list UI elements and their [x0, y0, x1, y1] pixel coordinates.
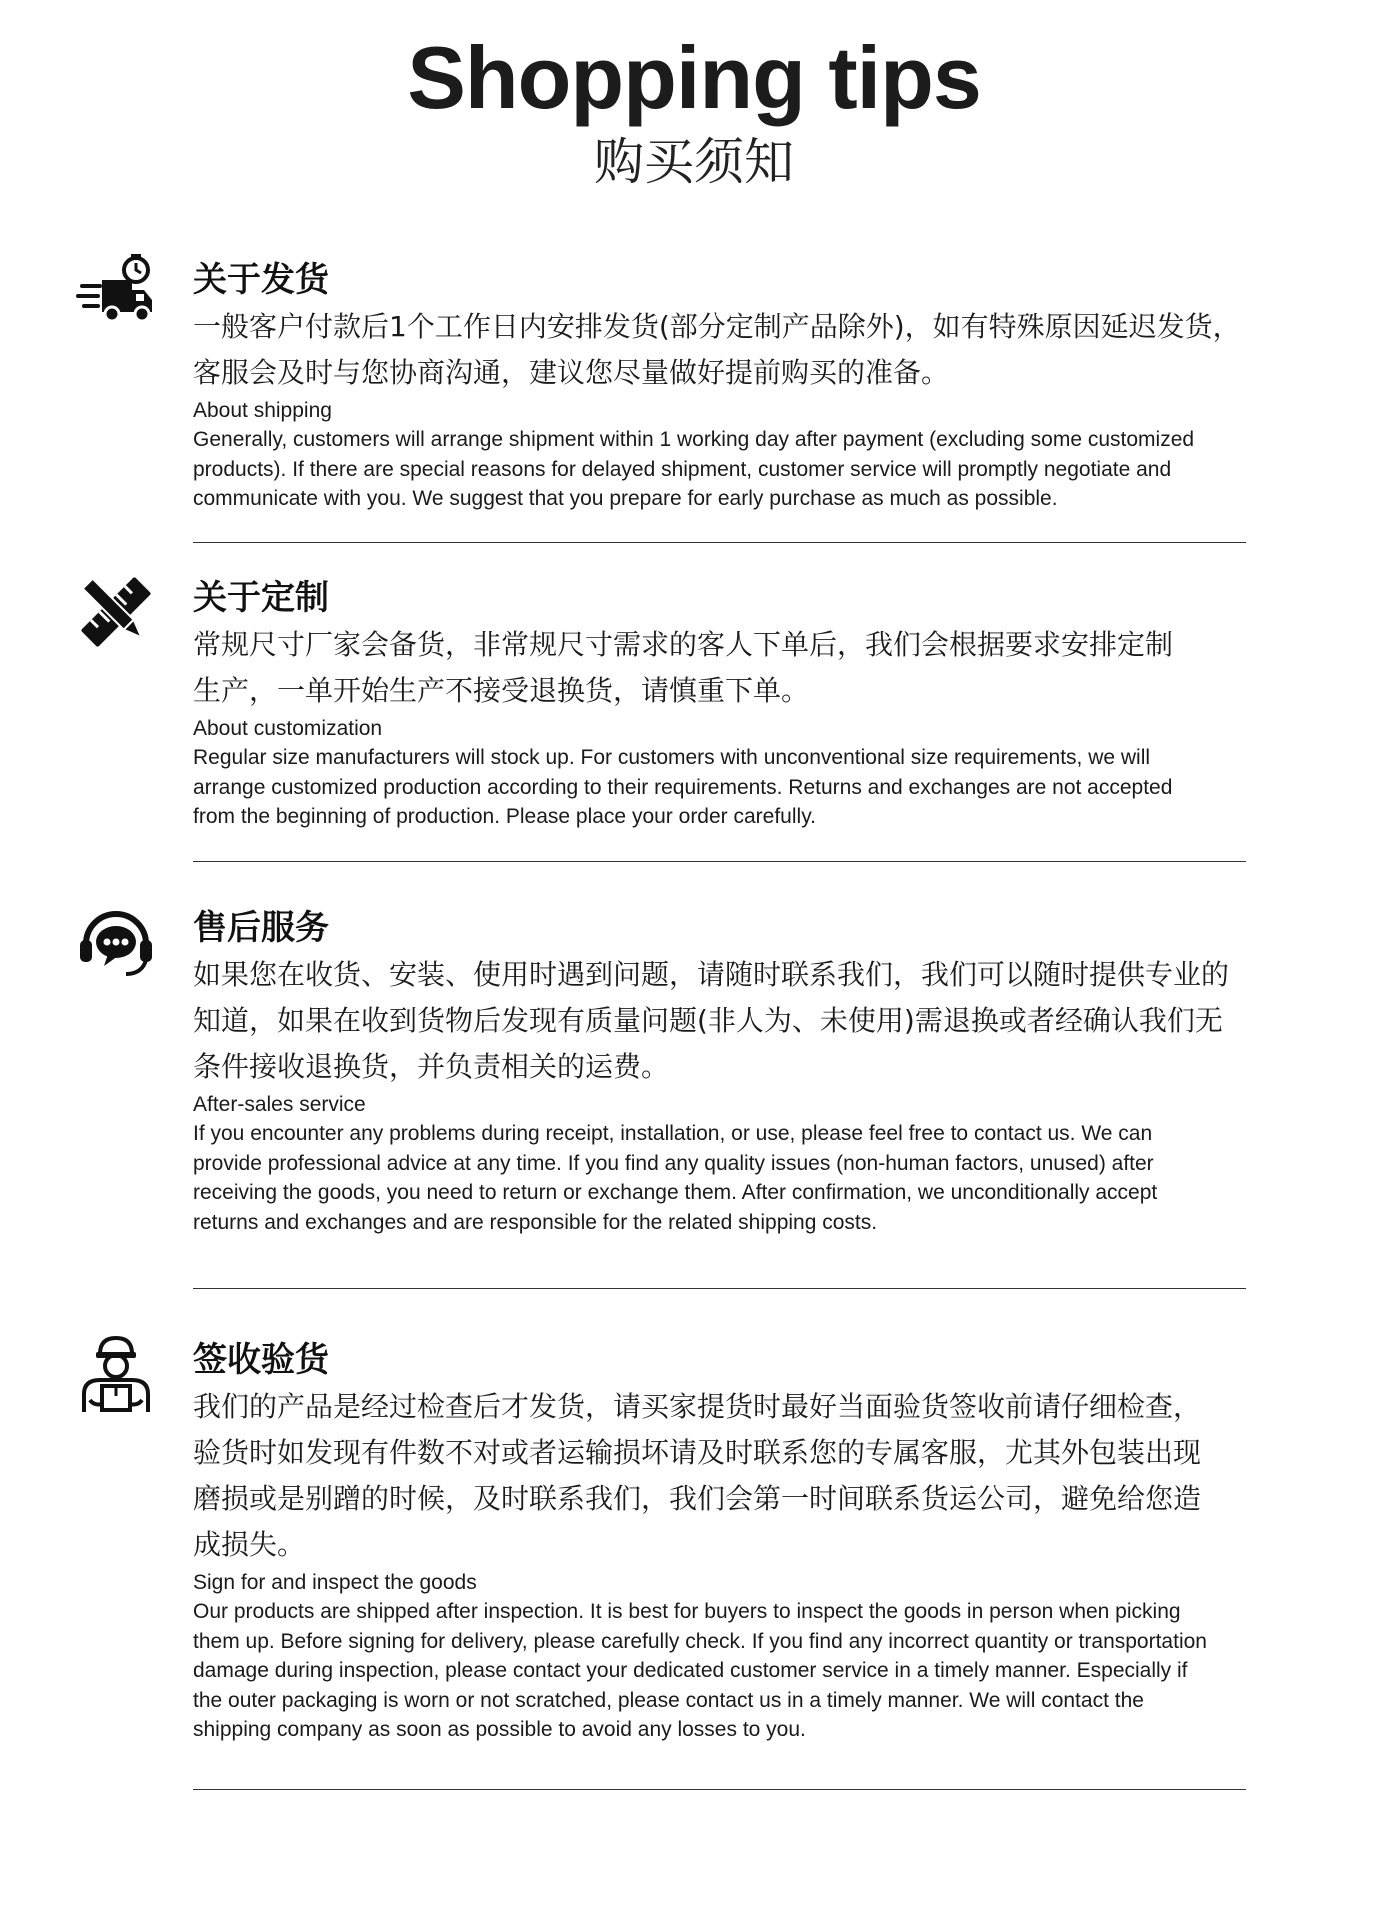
section-en-line: damage during inspection, please contact your dedicated customer service in a timely manner. Especially if — [193, 1659, 1188, 1682]
section-en-line: Generally, customers will arrange shipment within 1 working day after payment (excluding some customized — [193, 428, 1195, 451]
section-heading: 签收验货 — [193, 1340, 329, 1380]
ruler-pencil-icon — [76, 572, 156, 652]
section-en-line: Our products are shipped after inspection. It is best for buyers to inspect the goods in person when picking — [193, 1600, 1181, 1623]
section-divider — [193, 1288, 1246, 1289]
section-en-line: returns and exchanges and are responsible for the related shipping costs. — [193, 1210, 878, 1234]
section-en-line: them up. Before signing for delivery, please carefully check. If you find any incorrect quantity or transportation — [193, 1629, 1207, 1653]
section-en-line: provide professional advice at any time. If you find any quality issues (non-human factors, unused) after — [193, 1151, 1154, 1175]
section-en-line: receiving the goods, you need to return or exchange them. After confirmation, we unconditionally accept — [193, 1181, 1158, 1204]
section-en-line: communicate with you. We suggest that you prepare for early purchase as much as possible. — [193, 487, 1058, 510]
section-zh-line: 知道，如果在收到货物后发现有质量问题(非人为、未使用)需退换或者经确认我们无 — [193, 1004, 1223, 1037]
page-subtitle: 购买须知 — [594, 133, 794, 191]
section-zh-line: 常规尺寸厂家会备货，非常规尺寸需求的客人下单后，我们会根据要求安排定制 — [193, 628, 1174, 661]
section-en-line: from the beginning of production. Please place your order carefully. — [193, 805, 816, 828]
section-zh-line: 我们的产品是经过检查后才发货，请买家提货时最好当面验货签收前请仔细检查， — [193, 1390, 1202, 1423]
section-en-line: products). If there are special reasons for delayed shipment, customer service will promptly negotiate and — [193, 457, 1172, 481]
courier-package-icon — [76, 1334, 156, 1414]
section-en-title: Sign for and inspect the goods — [193, 1571, 477, 1594]
section-divider — [193, 542, 1246, 543]
section-zh-line: 磨损或是别蹭的时候，及时联系我们，我们会第一时间联系货运公司，避免给您造 — [193, 1482, 1202, 1515]
section-zh-line: 客服会及时与您协商沟通，建议您尽量做好提前购买的准备。 — [193, 356, 950, 389]
section-divider — [193, 861, 1246, 862]
section-zh-line: 验货时如发现有件数不对或者运输损坏请及时联系您的专属客服，尤其外包装出现 — [193, 1436, 1202, 1469]
section-en-line: the outer packaging is worn or not scratched, please contact us in a timely manner. We will contact the — [193, 1688, 1144, 1712]
section-divider — [193, 1789, 1246, 1790]
section-heading: 关于发货 — [193, 260, 329, 300]
section-en-line: Regular size manufacturers will stock up. For customers with unconventional size requirements, we will — [193, 746, 1151, 769]
section-en-title: About shipping — [193, 399, 332, 422]
section-en-line: arrange customized production according to their requirements. Returns and exchanges are not accepted — [193, 775, 1173, 799]
section-zh-line: 成损失。 — [193, 1528, 306, 1561]
headset-chat-icon — [76, 902, 156, 982]
section-en-title: About customization — [193, 717, 383, 740]
section-zh-line: 条件接收退换货，并负责相关的运费。 — [193, 1050, 670, 1083]
section-en-line: If you encounter any problems during receipt, installation, or use, please feel free to contact us. We can — [193, 1122, 1153, 1145]
section-zh-line: 生产，一单开始生产不接受退换货，请慎重下单。 — [193, 674, 810, 707]
section-heading: 关于定制 — [193, 578, 329, 618]
section-zh-line: 如果您在收货、安装、使用时遇到问题，请随时联系我们，我们可以随时提供专业的 — [193, 958, 1230, 991]
section-en-line: shipping company as soon as possible to avoid any losses to you. — [193, 1718, 806, 1741]
delivery-truck-icon — [76, 254, 156, 334]
section-heading: 售后服务 — [193, 908, 329, 948]
page-title: Shopping tips — [407, 28, 981, 127]
section-zh-line: 一般客户付款后1个工作日内安排发货(部分定制产品除外)，如有特殊原因延迟发货， — [193, 310, 1241, 343]
section-en-title: After-sales service — [193, 1093, 366, 1116]
